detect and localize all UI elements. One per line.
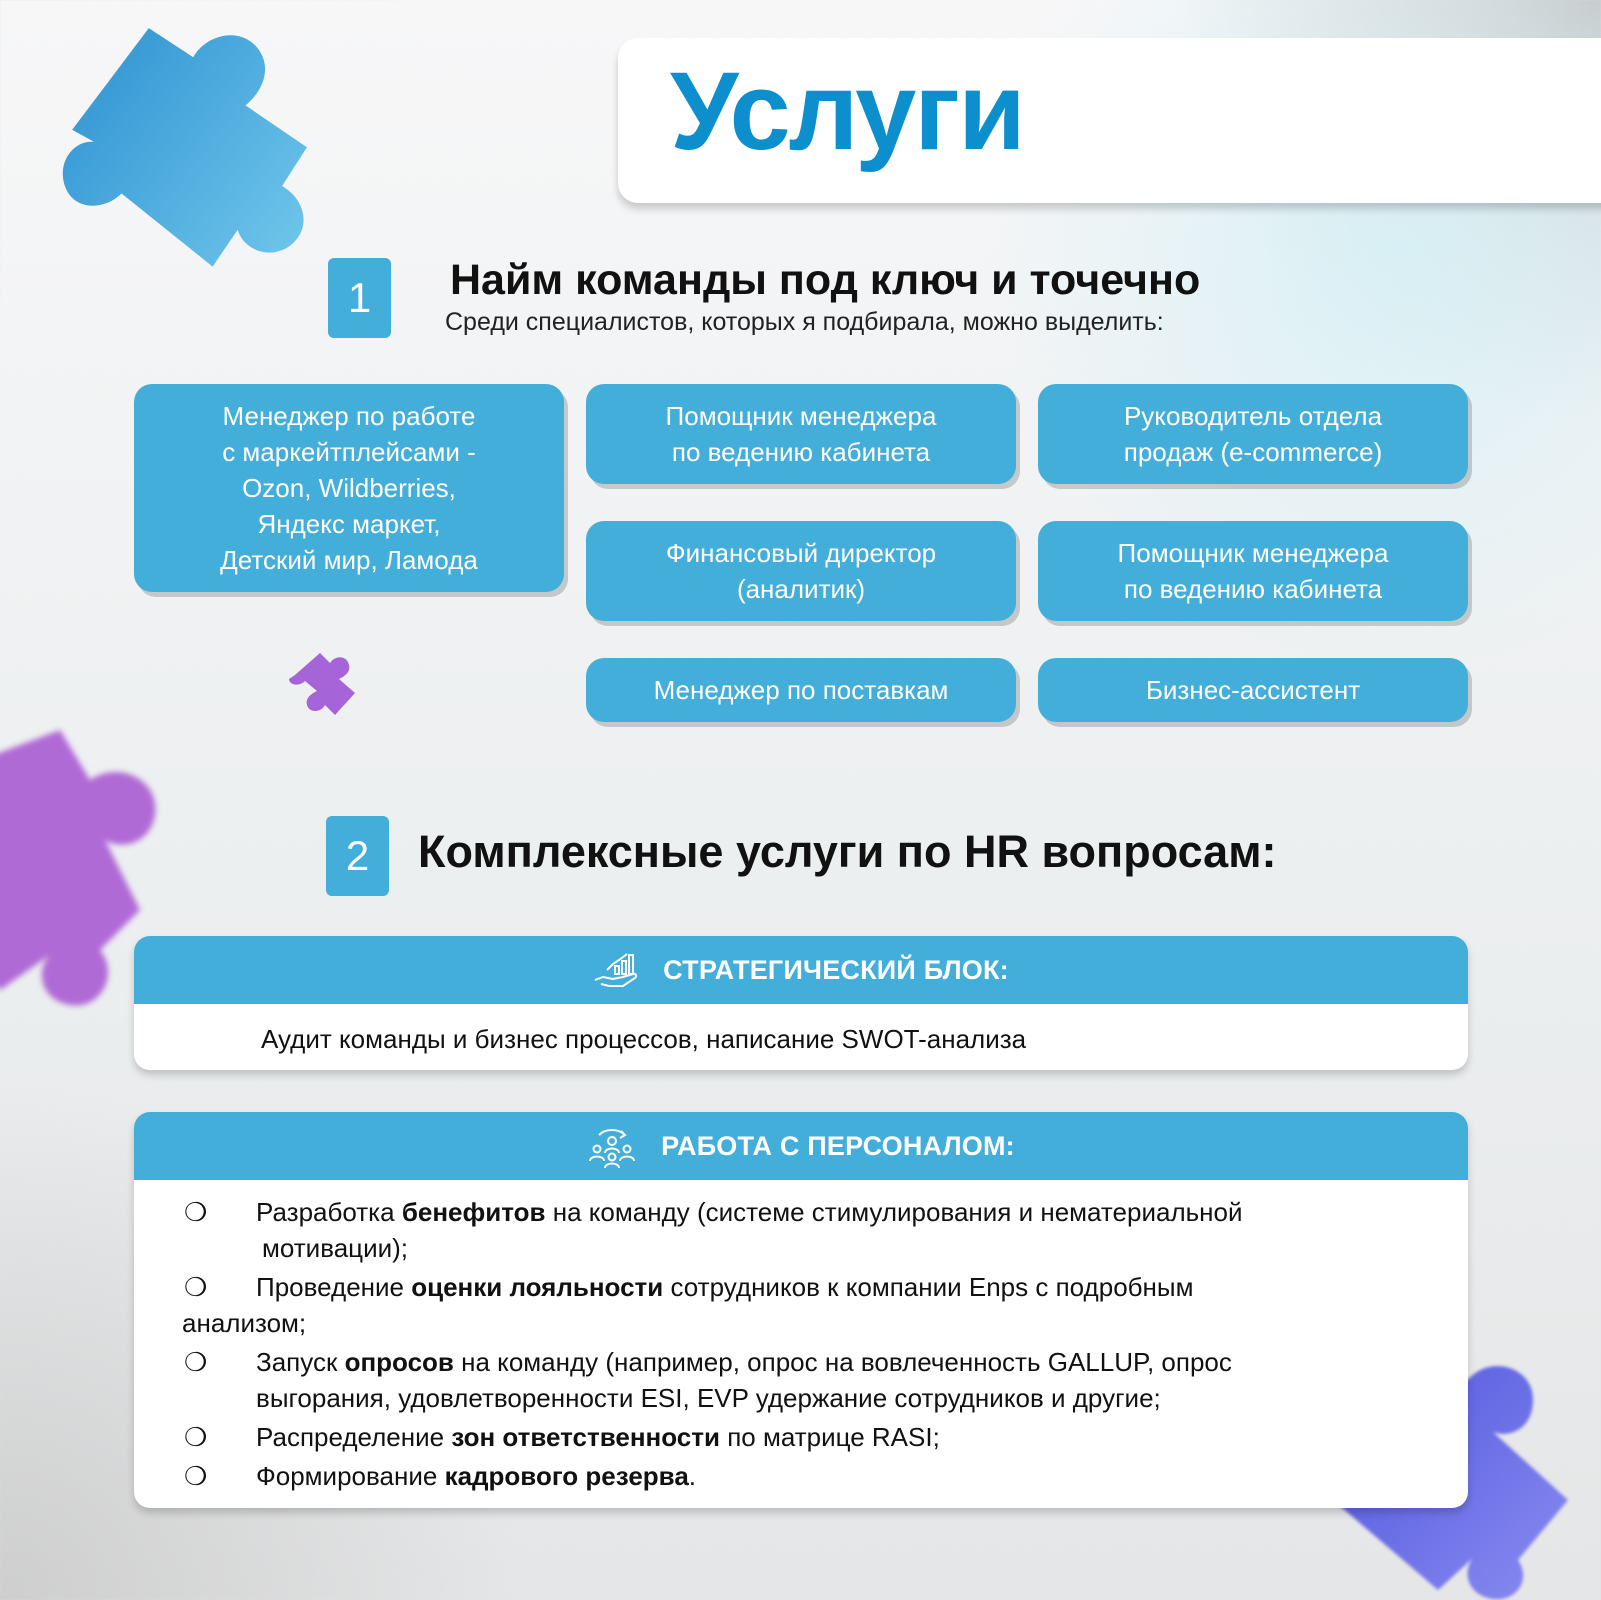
role-line: Детский мир, Ламода [220,545,478,575]
bullet-icon: ❍ [184,1461,208,1491]
page-title: Услуги [670,50,1024,173]
role-card [1038,521,1468,621]
role-line: Менеджер по работе [222,401,476,431]
list-item: Разработка бенефитов на команду (системе стимулирования и нематериальной [256,1197,1243,1227]
role-line: (аналитик) [736,574,866,604]
role-card [1038,384,1468,484]
role-card [586,658,1016,722]
list-item-continuation: мотивации); [262,1233,408,1263]
list-item-continuation: анализом; [182,1308,307,1338]
section-number-badge: 1 [328,258,391,338]
role-line: Ozon, Wildberries, [242,473,456,503]
role-line: Помощник менеджера [1117,538,1389,568]
personnel-block [134,1112,1468,1508]
puzzle-piece-icon [55,0,375,280]
list-item-continuation: выгорания, удовлетворенности ESI, EVP удержание сотрудников и другие; [256,1383,1161,1413]
role-line: Бизнес-ассистент [1145,675,1361,705]
block-text: Аудит команды и бизнес процессов, написание SWOT-анализа [261,1024,1027,1054]
list-item: Проведение оценки лояльности сотрудников к компании Enps с подробным [256,1272,1194,1302]
block-title: РАБОТА С ПЕРСОНАЛОМ: [661,1130,1015,1161]
section-subheading: Среди специалистов, которых я подбирала, можно выделить: [445,308,1164,336]
puzzle-piece-icon [285,645,365,725]
strategic-block [134,936,1468,1070]
bullet-icon: ❍ [184,1197,208,1227]
section-heading: Найм команды под ключ и точечно [450,256,1201,304]
role-line: Менеджер по поставкам [653,675,949,705]
block-title: СТРАТЕГИЧЕСКИЙ БЛОК: [663,954,1009,985]
list-item: Формирование кадрового резерва. [256,1461,697,1491]
role-card [586,384,1016,484]
role-line: по ведению кабинета [671,437,931,467]
list-item: Запуск опросов на команду (например, опрос на вовлеченность GALLUP, опрос [256,1347,1232,1377]
bullet-icon: ❍ [184,1347,208,1377]
role-line: продаж (e-commerce) [1123,437,1383,467]
bullet-icon: ❍ [184,1272,208,1302]
role-card [586,521,1016,621]
role-line: с маркейтплейсами - [222,437,476,467]
role-line: Руководитель отдела [1123,401,1383,431]
section-heading: Комплексные услуги по HR вопросам: [418,826,1277,877]
list-item: Распределение зон ответственности по матрице RASI; [256,1422,940,1452]
team-cycle-icon [587,1123,637,1169]
role-card [134,384,564,592]
role-line: Помощник менеджера [665,401,937,431]
role-line: Яндекс маркет, [257,509,441,539]
block-header [134,1112,1468,1180]
section-number-badge: 2 [326,816,389,896]
role-line: по ведению кабинета [1123,574,1383,604]
bullet-icon: ❍ [184,1422,208,1452]
block-header [134,936,1468,1004]
role-line: Финансовый директор [665,538,937,568]
role-card [1038,658,1468,722]
chart-hand-icon [593,950,639,990]
